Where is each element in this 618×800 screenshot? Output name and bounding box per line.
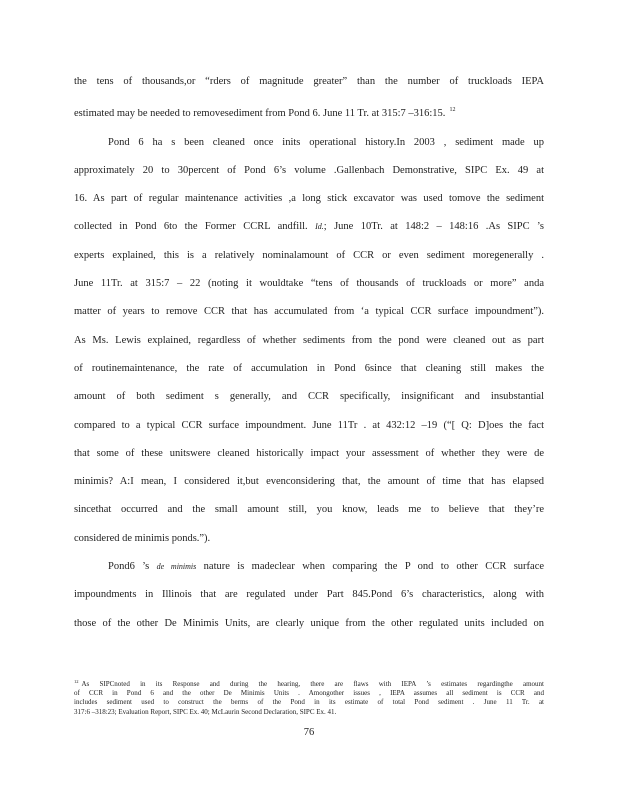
- paragraph-3: [74, 553, 544, 638]
- text-line: collected in Pond 6to the Former CCRL andfill. Id.; June 10Tr. at 148:2 – 148:16 .As SIPC ’s: [74, 221, 545, 233]
- body-text: [74, 68, 544, 638]
- text-line: minimis? A:I mean, I considered it,but evenconsidering that, the amount of time that has elapsed: [74, 476, 544, 488]
- id-citation: Id.: [315, 222, 324, 232]
- text-line: approximately 20 to 30percent of Pond 6’s volume .Gallenbach Demonstrative, SIPC Ex. 49 at: [74, 164, 544, 176]
- text-line: amount of both sediment s generally, and CCR specifically, insignificant and insubstantial: [74, 391, 544, 403]
- text-line: compared to a typical CCR surface impoundment. June 11Tr . at 432:12 –19 (“[ Q: D]oes the fact: [74, 419, 544, 431]
- footnote-line: includes sediment used to construct the berms of the Pond in its estimate of total Pond sediment . June 11 Tr. at: [74, 698, 544, 707]
- text-line: considered de minimis ponds.”).: [74, 532, 211, 544]
- text-line: Pond6 ’s de minimis nature is madeclear when comparing the P ond to other CCR surface: [108, 561, 545, 573]
- paragraph-1: [74, 68, 544, 129]
- footnote-reference: 12: [449, 107, 456, 114]
- text-line: matter of years to remove CCR that has accumulated from ‘a typical CCR surface impoundment”).: [74, 306, 544, 318]
- text-line: impoundments in Illinois that are regulated under Part 845.Pond 6’s characteristics, along with: [74, 589, 544, 601]
- text-line: June 11Tr. at 315:7 – 22 (noting it wouldtake “tens of thousands of truckloads or more” anda: [74, 278, 544, 290]
- text-line: As Ms. Lewis explained, regardless of whether sediments from the pond were cleaned out as part: [74, 334, 544, 346]
- footnote: [74, 677, 544, 717]
- footnote-line: $^{12}$ As SIPCnoted in its Response and during the hearing, there are flaws with IEPA ’s estimates regardingthe amount: [74, 679, 544, 688]
- text-line: of routinemaintenance, the rate of accumulation in Pond 6since that cleaning still makes the: [74, 362, 544, 374]
- text-line: that some of these unitswere cleaned historically impact your assessment of whether they were de: [74, 447, 544, 459]
- footnote-number: 12: [74, 679, 79, 684]
- text-line: estimated may be needed to removesediment from Pond 6. June 11 Tr. at 315:7 –316:15. $^{12}$: [74, 107, 456, 120]
- italic-term: de minimis: [156, 562, 197, 572]
- text-line: the tens of thousands,or “rders of magnitude greater” than the number of truckloads IEPA: [74, 76, 544, 87]
- text-line: sincethat occurred and the small amount still, you know, leads me to believe that they’re: [74, 504, 544, 516]
- page-number: 76: [303, 727, 315, 738]
- text-line: experts explained, this is a relatively nominalamount of CCR or even sediment moregenerally .: [74, 249, 544, 261]
- text-line: those of the other De Minimis Units, are clearly unique from the other regulated units included on: [74, 617, 544, 629]
- text-line: 16. As part of regular maintenance activities ,a long stick excavator was used tomove the sediment: [74, 193, 544, 205]
- footnote-line: 317:6 –318:23; Evaluation Report, SIPC Ex. 40; McLaurin Second Declaration, SIPC Ex. 41.: [74, 707, 337, 716]
- text-line: Pond 6 ha s been cleaned once inits operational history.In 2003 , sediment made up: [108, 136, 544, 148]
- footnote-line: of CCR in Pond 6 and the other De Minimis Units . Amongother issues , IEPA assumes all sediment is CCR and: [74, 689, 544, 698]
- paragraph-2: [74, 129, 544, 553]
